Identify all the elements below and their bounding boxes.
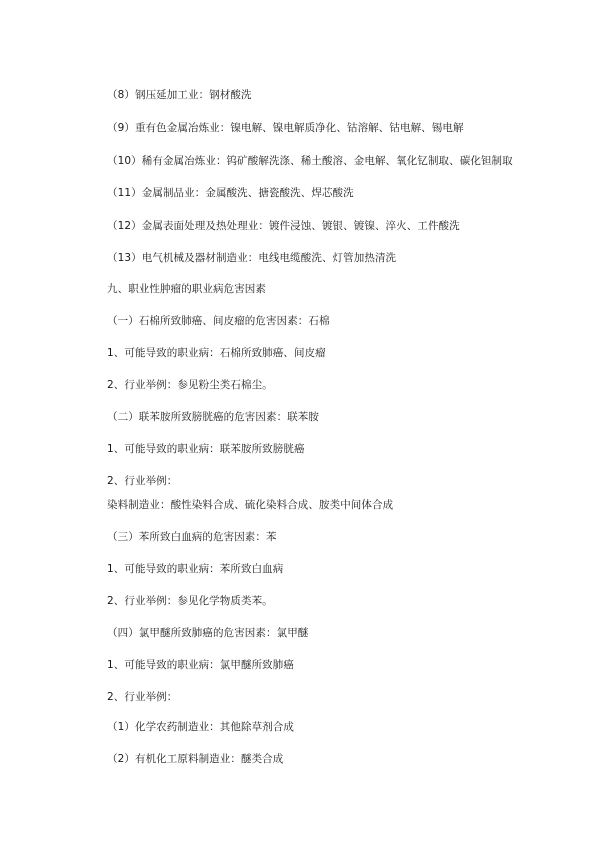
paragraph-dye-manufacturing: 染料制造业：酸性染料合成、硫化染料合成、胺类中间体合成	[107, 499, 394, 511]
paragraph-benzene-disease: 1、可能导致的职业病：苯所致白血病	[107, 563, 284, 575]
list-item-9-heavy-nonferrous: （9）重有色金属冶炼业：镍电解、镍电解质净化、钴溶解、钴电解、锡电解	[107, 122, 464, 134]
paragraph-chloromethyl-ether-disease: 1、可能导致的职业病：氯甲醚所致肺癌	[107, 659, 294, 671]
paragraph-benzene-industry: 2、行业举例：参见化学物质类苯。	[107, 595, 273, 607]
section-heading-occupational-tumors: 九、职业性肿瘤的职业病危害因素	[107, 283, 266, 295]
paragraph-benzidine-disease: 1、可能导致的职业病：联苯胺所致膀胱癌	[107, 443, 305, 455]
subsection-heading-asbestos: （一）石棉所致肺癌、间皮瘤的危害因素：石棉	[107, 315, 330, 327]
list-item-1-pesticide-manufacturing: （1）化学农药制造业：其他除草剂合成	[107, 721, 294, 733]
subsection-heading-benzene: （三）苯所致白血病的危害因素：苯	[107, 531, 277, 543]
list-item-12-surface-treatment: （12）金属表面处理及热处理业：镀件浸蚀、镀银、镀镍、淬火、工件酸洗	[107, 220, 460, 232]
list-item-13-electrical-machinery: （13）电气机械及器材制造业：电线电缆酸洗、灯管加热清洗	[107, 252, 397, 264]
subsection-heading-chloromethyl-ether: （四）氯甲醚所致肺癌的危害因素：氯甲醚	[107, 627, 309, 639]
list-item-2-organic-chemical-raw-materials: （2）有机化工原料制造业：醚类合成	[107, 753, 284, 765]
paragraph-asbestos-industry: 2、行业举例：参见粉尘类石棉尘。	[107, 379, 273, 391]
list-item-8-steel-rolling: （8）钢压延加工业：钢材酸洗	[107, 89, 252, 101]
list-item-10-rare-metals: （10）稀有金属冶炼业：钨矿酸解洗涤、稀土酸溶、金电解、氧化钇制取、碳化钽制取	[107, 155, 513, 167]
list-item-11-metal-products: （11）金属制品业：金属酸洗、搪瓷酸洗、焊芯酸洗	[107, 187, 354, 199]
paragraph-chloromethyl-ether-industry: 2、行业举例：	[107, 691, 178, 703]
subsection-heading-benzidine: （二）联苯胺所致膀胱癌的危害因素：联苯胺	[107, 411, 319, 423]
paragraph-asbestos-disease: 1、可能导致的职业病：石棉所致肺癌、间皮瘤	[107, 347, 326, 359]
paragraph-benzidine-industry: 2、行业举例：	[107, 475, 178, 487]
